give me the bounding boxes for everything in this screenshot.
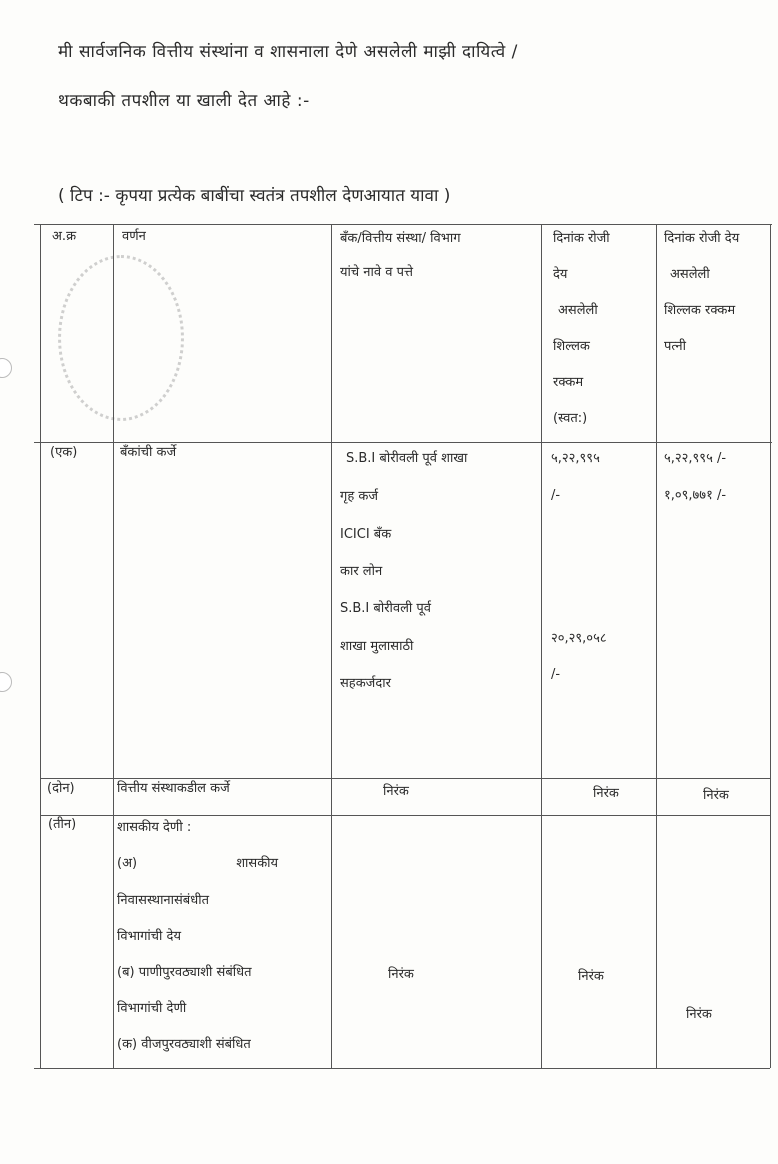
row1-bank-line4: कार लोन	[340, 564, 383, 579]
header-self-line1: दिनांक रोजी	[553, 231, 610, 246]
header-spouse-line3: शिल्लक रक्कम	[664, 303, 736, 318]
header-self-line3: असलेली	[558, 303, 598, 318]
row1-spouse-amount-1: ५,२२,९९५ /-	[664, 451, 727, 466]
punch-hole-top	[0, 358, 12, 378]
row3-self: निरंक	[578, 969, 604, 984]
row3-desc-line6: विभागांची देणी	[117, 1001, 187, 1016]
col-divider-1	[113, 224, 114, 1068]
col-divider-2	[331, 224, 332, 1068]
row-divider-3	[40, 815, 770, 816]
row2-sr: (दोन)	[47, 781, 75, 796]
row3-desc-line3: निवासस्थानासंबंधीत	[117, 893, 210, 908]
row2-bank: निरंक	[383, 784, 409, 799]
header-bank-line2: यांचे नावे व पत्ते	[340, 265, 413, 280]
row1-self-suffix-2: /-	[551, 667, 561, 682]
intro-line-1: मी सार्वजनिक वित्तीय संस्थांना व शासनाला देणे असलेली माझी दायित्वे /	[58, 42, 518, 62]
row-divider-2	[40, 778, 770, 779]
row3-desc-line7: (क) वीजपुरवठ्याशी संबंधित	[117, 1037, 251, 1052]
header-description: वर्णन	[122, 229, 146, 244]
row1-bank-line3: ICICI बँक	[340, 527, 392, 542]
header-bank-line1: बँक/वित्तीय संस्था/ विभाग	[340, 231, 461, 246]
row1-description: बँकांची कर्जे	[120, 445, 177, 460]
header-spouse-line1: दिनांक रोजी देय	[664, 231, 740, 246]
row1-spouse-amount-2: १,०९,७७१ /-	[664, 488, 727, 503]
header-spouse-line2: असलेली	[670, 267, 710, 282]
header-spouse-line4: पत्नी	[664, 339, 686, 354]
row1-bank-line5: S.B.I बोरीवली पूर्व	[340, 601, 432, 616]
row1-bank-line1: S.B.I बोरीवली पूर्व शाखा	[346, 451, 468, 466]
header-self-line5: रक्कम	[553, 375, 584, 390]
row3-desc-line5: (ब) पाणीपुरवठ्याशी संबंधित	[117, 965, 252, 980]
row1-sr: (एक)	[50, 445, 78, 460]
row3-sr: (तीन)	[48, 817, 77, 832]
header-self-line6: (स्वत:)	[553, 411, 588, 426]
header-self-line4: शिल्लक	[553, 339, 590, 354]
row1-self-amount-2: २०,२९,०५८	[551, 631, 607, 646]
row3-bank: निरंक	[388, 967, 414, 982]
row-divider-1	[34, 442, 772, 443]
row1-self-suffix-1: /-	[551, 488, 561, 503]
row3-desc-line2: (अ) शासकीय	[117, 856, 279, 871]
row2-description: वित्तीय संस्थाकडील कर्जे	[117, 781, 230, 796]
row3-desc-line4: विभागांची देय	[117, 929, 181, 944]
header-sr: अ.क्र	[52, 229, 77, 244]
table-border-bottom	[34, 1068, 770, 1069]
table-border-right	[770, 224, 771, 1068]
row1-self-amount-1: ५,२२,९९५	[551, 451, 600, 466]
punch-hole-bottom	[0, 672, 12, 692]
header-self-line2: देय	[553, 267, 568, 282]
row1-bank-line6: शाखा मुलासाठी	[340, 639, 414, 654]
row3-spouse: निरंक	[686, 1007, 712, 1022]
table-border-top	[34, 224, 772, 225]
intro-line-2: थकबाकी तपशील या खाली देत आहे :-	[58, 91, 310, 111]
note-text: ( टिप :- कृपया प्रत्येक बाबींचा स्वतंत्र तपशील देणआयात यावा )	[58, 186, 451, 206]
col-divider-3	[541, 224, 542, 1068]
row2-spouse: निरंक	[703, 788, 729, 803]
row2-self: निरंक	[593, 786, 619, 801]
col-divider-4	[656, 224, 657, 1068]
row3-desc-line1: शासकीय देणी :	[117, 820, 192, 835]
row1-bank-line2: गृह कर्ज	[340, 489, 378, 504]
row1-bank-line7: सहकर्जदार	[340, 676, 391, 691]
table-border-left	[40, 224, 41, 1068]
faint-seal-stamp	[58, 255, 184, 421]
